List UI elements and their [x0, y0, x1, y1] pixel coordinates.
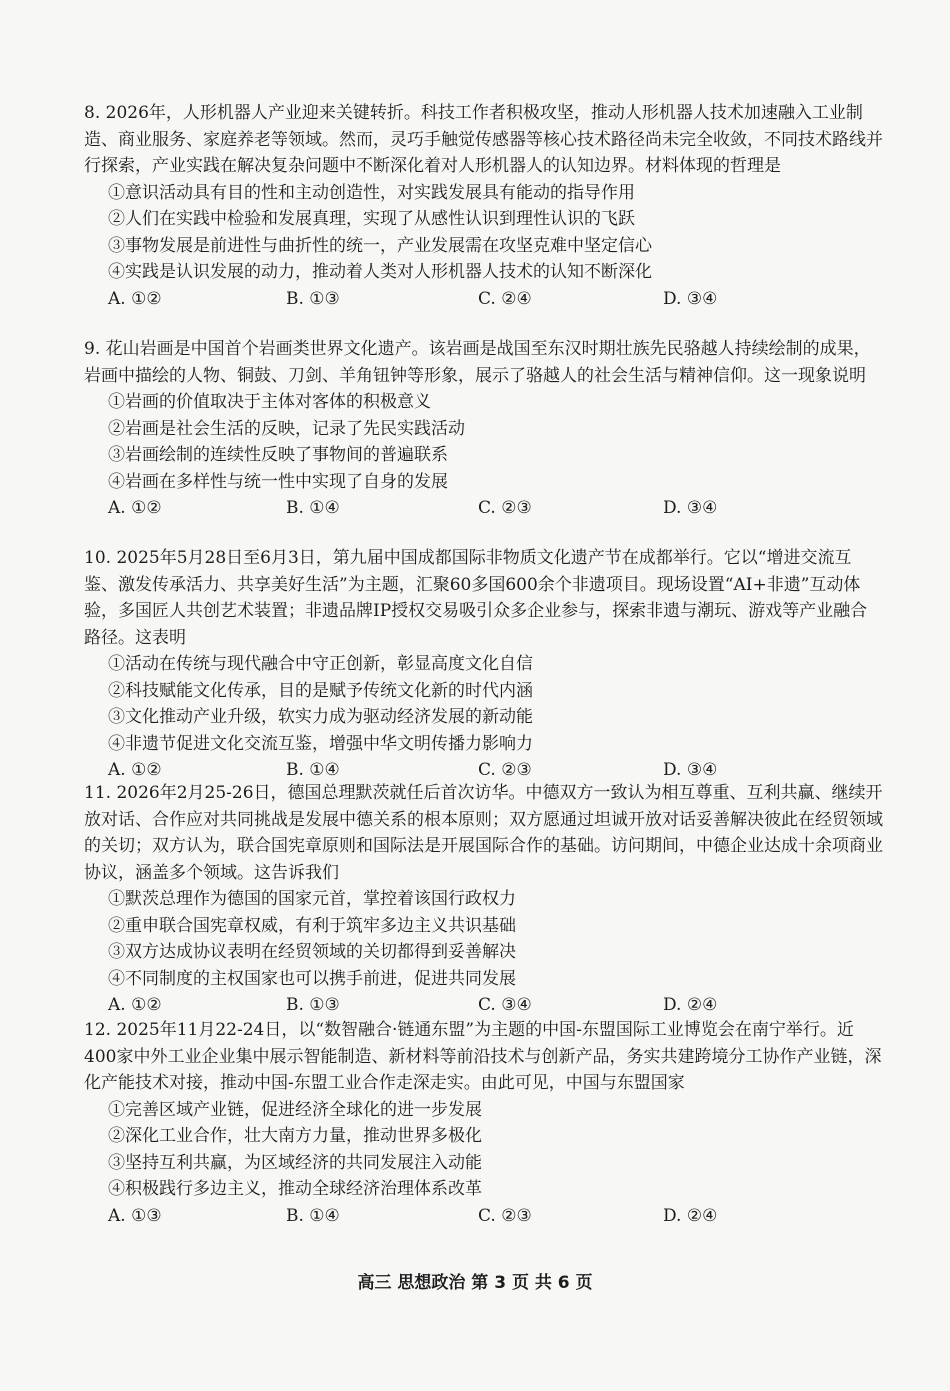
answer-b[interactable]: B. ①④: [286, 760, 340, 780]
answer-c[interactable]: C. ②③: [478, 760, 532, 780]
option-4: ④积极践行多边主义，推动全球经济治理体系改革: [108, 1179, 482, 1199]
option-4: ④实践是认识发展的动力，推动着人类对人形机器人技术的认知不断深化: [108, 262, 652, 282]
answer-b[interactable]: B. ①③: [286, 995, 340, 1015]
answer-a[interactable]: A. ①②: [108, 288, 162, 309]
option-1: ①完善区域产业链，促进经济全球化的进一步发展: [108, 1099, 482, 1120]
option-3: ③文化推动产业升级，软实力成为驱动经济发展的新动能: [108, 707, 533, 727]
question-9: [84, 336, 884, 522]
answer-b[interactable]: B. ①④: [286, 1205, 340, 1226]
question-stem: 12. 2025年11月22-24日，以“数智融合·链通东盟”为主题的中国-东盟国际工业博览会在南宁举行。近400家中外工业企业集中展示智能制造、新材料等前沿技术与创新产品，务实共建跨境分工协作产业链，深化产能技术对接，推动中国-东盟工业合作走深走实。由此可见，中国与东盟国家: [84, 1020, 882, 1093]
question-stem: 11. 2026年2月25-26日，德国总理默茨就任后首次访华。中德双方一致认为相互尊重、互利共赢、继续开放对话、合作应对共同挑战是发展中德关系的根本原则；双方愿通过坦诚开放对话妥善解决彼此在经贸领域的关切；双方认为，联合国宪章原则和国际法是开展国际合作的基础。访问期间，中德企业达成十余项商业协议，涵盖多个领域。这告诉我们: [84, 783, 883, 883]
question-12: [84, 1017, 884, 1229]
question-10: [84, 545, 884, 784]
answer-a[interactable]: A. ①②: [108, 760, 162, 780]
answer-d[interactable]: D. ②④: [663, 995, 718, 1015]
answer-d[interactable]: D. ③④: [663, 288, 718, 309]
answer-d[interactable]: D. ②④: [663, 1205, 718, 1226]
answer-choices: [108, 495, 884, 522]
option-2: ②人们在实践中检验和发展真理，实现了从感性认识到理性认识的飞跃: [108, 209, 635, 229]
answer-c[interactable]: C. ②③: [478, 498, 532, 518]
answer-choices: [108, 286, 884, 313]
option-1: ①意识活动具有目的性和主动创造性，对实践发展具有能动的指导作用: [108, 182, 635, 203]
answer-a[interactable]: A. ①②: [108, 498, 162, 518]
answer-d[interactable]: D. ③④: [663, 498, 718, 518]
option-3: ③事物发展是前进性与曲折性的统一，产业发展需在攻坚克难中坚定信心: [108, 235, 652, 256]
answer-choices: [108, 992, 884, 1019]
answer-b[interactable]: B. ①④: [286, 498, 340, 518]
option-4: ④岩画在多样性与统一性中实现了自身的发展: [108, 471, 448, 492]
option-2: ②科技赋能文化传承，目的是赋予传统文化新的时代内涵: [108, 680, 533, 701]
answer-d[interactable]: D. ③④: [663, 760, 718, 780]
option-1: ①默茨总理作为德国的国家元首，掌控着该国行政权力: [108, 889, 516, 909]
option-2: ②重申联合国宪章权威，有利于筑牢多边主义共识基础: [108, 915, 516, 936]
option-2: ②岩画是社会生活的反映，记录了先民实践活动: [108, 418, 465, 439]
option-3: ③双方达成协议表明在经贸领域的关切都得到妥善解决: [108, 942, 516, 962]
option-4: ④非遗节促进文化交流互鉴，增强中华文明传播力影响力: [108, 733, 533, 754]
page-footer: 高三 思想政治 第 3 页 共 6 页: [357, 1273, 593, 1293]
question-stem: 10. 2025年5月28日至6月3日，第九届中国成都国际非物质文化遗产节在成都举行。它以“增进交流互鉴、激发传承活力、共享美好生活”为主题，汇聚60多国600余个非遗项目。现场设置“AI+非遗”互动体验，多国匠人共创艺术装置；非遗品牌IP授权交易吸引众多企业参与，探索非遗与潮玩、游戏等产业融合路径。这表明: [84, 548, 868, 648]
answer-c[interactable]: C. ③④: [478, 995, 532, 1015]
answer-a[interactable]: A. ①③: [108, 1205, 162, 1226]
option-1: ①活动在传统与现代融合中守正创新，彰显高度文化自信: [108, 654, 533, 674]
answer-choices: [108, 1203, 884, 1230]
option-3: ③岩画绘制的连续性反映了事物间的普遍联系: [108, 445, 448, 465]
question-stem: 8. 2026年，人形机器人产业迎来关键转折。科技工作者积极攻坚，推动人形机器人技术加速融入工业制造、商业服务、家庭养老等领域。然而，灵巧手触觉传感器等核心技术路径尚未完全收敛，不同技术路线并行探索，产业实践在解决复杂问题中不断深化着对人形机器人的认知边界。材料体现的哲理是: [84, 103, 883, 176]
option-2: ②深化工业合作，壮大南方力量，推动世界多极化: [108, 1126, 482, 1146]
answer-a[interactable]: A. ①②: [108, 995, 162, 1015]
answer-c[interactable]: C. ②③: [478, 1205, 532, 1226]
answer-b[interactable]: B. ①③: [286, 288, 340, 309]
option-4: ④不同制度的主权国家也可以携手前进，促进共同发展: [108, 968, 516, 989]
question-11: [84, 780, 884, 1019]
option-1: ①岩画的价值取决于主体对客体的积极意义: [108, 392, 431, 412]
question-8: [84, 100, 884, 312]
option-3: ③坚持互利共赢，为区域经济的共同发展注入动能: [108, 1152, 482, 1173]
answer-c[interactable]: C. ②④: [478, 288, 532, 309]
question-stem: 9. 花山岩画是中国首个岩画类世界文化遗产。该岩画是战国至东汉时期壮族先民骆越人持续绘制的成果，岩画中描绘的人物、铜鼓、刀剑、羊角钮钟等形象，展示了骆越人的社会生活与精神信仰。这一现象说明: [84, 339, 871, 386]
